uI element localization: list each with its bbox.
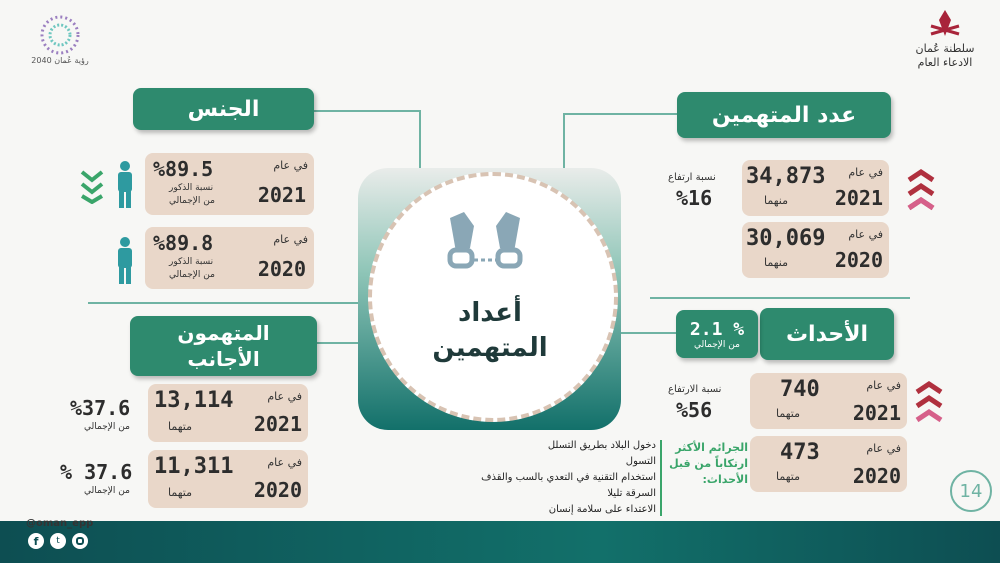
juveniles-share-pct: 2.1 % bbox=[689, 318, 745, 340]
unit-label: متهما bbox=[776, 407, 800, 420]
year-value: 2021 bbox=[253, 412, 302, 436]
juveniles-share-box bbox=[676, 310, 758, 358]
footer-handle: @oman_epp bbox=[26, 518, 94, 529]
crimes-heading: الجرائم الأكثر ارتكاباً من قبل الأحداث: bbox=[669, 441, 748, 486]
year-label: في عام bbox=[848, 166, 883, 179]
male-percentage: %89.5 bbox=[153, 157, 214, 181]
emblem-line-2: الادعاء العام bbox=[917, 56, 973, 69]
year-value: 2020 bbox=[253, 478, 302, 502]
connector-line bbox=[315, 342, 360, 344]
foreign-percentage: % 37.6 bbox=[60, 460, 133, 484]
center-title-line-1: أعداد bbox=[458, 298, 522, 328]
page-number-text: 14 bbox=[959, 480, 983, 502]
juveniles-card-2021 bbox=[750, 373, 907, 429]
triple-chevron-up-icon bbox=[914, 380, 944, 424]
year-label: في عام bbox=[267, 390, 302, 403]
juveniles-count: 740 bbox=[780, 377, 820, 402]
gender-card-2021 bbox=[145, 153, 314, 215]
unit-label: متهما bbox=[168, 486, 192, 499]
oman-emblem bbox=[905, 6, 985, 72]
handcuffs-icon bbox=[440, 208, 530, 278]
juveniles-share-label: من الإجمالي bbox=[694, 339, 740, 350]
crime-item: التسول bbox=[625, 456, 656, 467]
khanjar-emblem-icon bbox=[905, 6, 985, 42]
rise-label: نسبة ارتفاع bbox=[668, 172, 716, 183]
connector-line bbox=[419, 110, 421, 170]
year-value: 2021 bbox=[852, 401, 901, 425]
accused-title: عدد المتهمين bbox=[677, 92, 891, 138]
center-title-line-2: المتهمين bbox=[432, 333, 548, 363]
instagram-icon[interactable] bbox=[72, 533, 88, 549]
accused-count: 30,069 bbox=[746, 226, 826, 251]
year-value: 2020 bbox=[257, 257, 306, 281]
divider-line bbox=[88, 302, 358, 304]
foreign-card-2021 bbox=[148, 384, 308, 442]
pct-desc-1: نسبة الذكور bbox=[169, 183, 214, 193]
year-label: في عام bbox=[273, 159, 308, 172]
crime-item: دخول البلاد بطريق التسلل bbox=[547, 440, 656, 451]
rise-percentage: %56 bbox=[676, 398, 713, 422]
social-icons bbox=[28, 533, 108, 553]
vision-logo-text: رؤية عُمان 2040 bbox=[31, 56, 89, 65]
male-person-icon bbox=[114, 160, 136, 210]
foreign-card-2020 bbox=[148, 450, 308, 508]
unit-label: منهما bbox=[764, 256, 788, 269]
connector-line bbox=[563, 113, 677, 115]
unit-label: متهما bbox=[776, 470, 800, 483]
unit-label: منهما bbox=[764, 194, 788, 207]
accused-count: 34,873 bbox=[746, 164, 826, 189]
gender-title: الجنس bbox=[133, 88, 314, 130]
year-label: في عام bbox=[267, 456, 302, 469]
twitter-icon[interactable]: t bbox=[50, 533, 66, 549]
divider-line bbox=[650, 297, 910, 299]
foreign-count: 13,114 bbox=[154, 388, 234, 413]
year-label: في عام bbox=[866, 379, 901, 392]
unit-label: متهما bbox=[168, 420, 192, 433]
year-label: في عام bbox=[273, 233, 308, 246]
foreign-title bbox=[130, 316, 317, 376]
double-chevron-down-icon bbox=[80, 168, 104, 204]
crimes-bracket bbox=[660, 440, 662, 516]
year-value: 2021 bbox=[257, 183, 306, 207]
male-percentage: %89.8 bbox=[153, 231, 214, 255]
juveniles-card-2020 bbox=[750, 436, 907, 492]
pct-label: من الإجمالي bbox=[84, 422, 130, 432]
year-label: في عام bbox=[866, 442, 901, 455]
accused-card-2020 bbox=[742, 222, 889, 278]
male-person-icon bbox=[114, 236, 136, 286]
crime-item: الاعتداء على سلامة إنسان bbox=[548, 504, 656, 515]
gender-card-2020 bbox=[145, 227, 314, 289]
rise-percentage: %16 bbox=[676, 186, 713, 210]
vision-logo bbox=[15, 10, 105, 70]
foreign-percentage: %37.6 bbox=[70, 396, 131, 420]
connector-line bbox=[620, 332, 676, 334]
triple-chevron-up-icon bbox=[906, 168, 936, 212]
foreign-title-line-1: المتهمون bbox=[177, 321, 270, 345]
facebook-icon[interactable]: f bbox=[28, 533, 44, 549]
year-value: 2020 bbox=[852, 464, 901, 488]
footer-bar bbox=[0, 521, 1000, 563]
pct-desc-2: من الإجمالي bbox=[169, 196, 215, 206]
crime-item: السرقة تليلا bbox=[607, 488, 656, 499]
pct-desc-2: من الإجمالي bbox=[169, 270, 215, 280]
emblem-line-1: سلطنة عُمان bbox=[915, 42, 975, 55]
connector-line bbox=[314, 110, 420, 112]
year-value: 2020 bbox=[834, 248, 883, 272]
rise-label: نسبة الارتفاع bbox=[668, 384, 722, 395]
year-label: في عام bbox=[848, 228, 883, 241]
year-value: 2021 bbox=[834, 186, 883, 210]
pct-label: من الإجمالي bbox=[84, 486, 130, 496]
foreign-count: 11,311 bbox=[154, 454, 234, 479]
foreign-title-line-2: الأجانب bbox=[187, 347, 260, 371]
juveniles-title: الأحداث bbox=[760, 308, 894, 360]
pct-desc-1: نسبة الذكور bbox=[169, 257, 214, 267]
connector-line bbox=[563, 113, 565, 170]
crime-item: استخدام التقنية في التعدي بالسب والقذف bbox=[481, 472, 656, 483]
page-number bbox=[950, 470, 992, 512]
accused-card-2021 bbox=[742, 160, 889, 216]
juveniles-count: 473 bbox=[780, 440, 820, 465]
